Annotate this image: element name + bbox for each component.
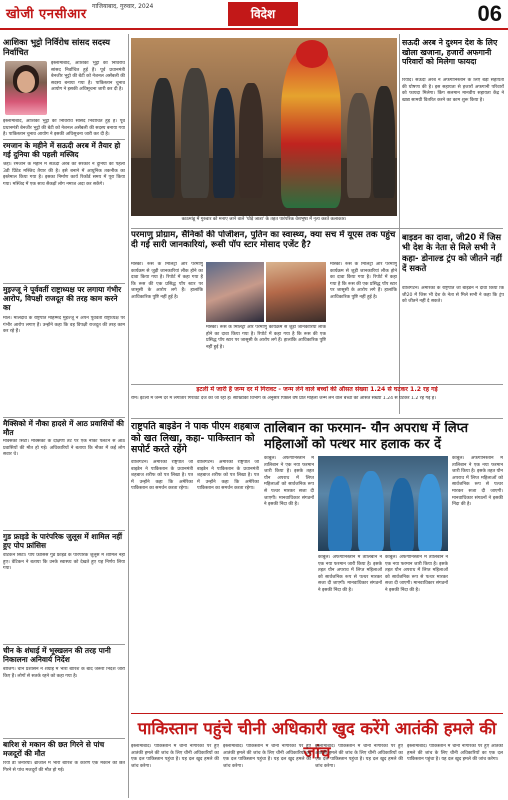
divider	[3, 283, 125, 284]
putin-body-col3: मास्को। रूस के मिलिट्री और परमाणु कार्यक्रम से जुड़ी जानकारियां लीक होने का दावा किया गया है। रिपोर्ट में कहा गया है कि रूस की एक प्रसिद्ध पॉप स्टार पर जासूसी के आरोप लगे हैं। हालांकि आधिकारिक पुष्टि नहीं हुई है।	[330, 262, 397, 300]
putin-photo	[206, 262, 264, 322]
divider	[131, 713, 503, 714]
page-number: 06	[477, 1, 502, 26]
column-divider	[399, 34, 400, 414]
photo-figure	[213, 88, 235, 198]
story6-body: बीजिंग। चीन प्रशासन ने शंघाई में भारी बारिश के बाद जरूरी निर्देश जारी किए हैं। लोगों से सतर्क रहने को कहा गया है।	[3, 667, 125, 679]
divider	[3, 417, 125, 418]
story7-body: रियो डी जेनेरियो। ब्राजील में भारी बारिश के कारण एक मकान की छत गिरने से पांच मजदूरों की मौत हो गई।	[3, 761, 125, 773]
burqa-figure	[328, 476, 352, 551]
story5-headline: गुड फ्राइडे के पारंपरिक जुलूस में शामिल नहीं हुए पोप फ्रांसिस	[3, 532, 123, 550]
masked-dancer	[281, 48, 341, 208]
date-line: गाजियाबाद, गुरुवार, 2024	[92, 3, 154, 10]
china-body-col2: इस्लामाबाद। पाकिस्तान में चीनी नागरिकों पर हुए आतंकी हमले की जांच के लिए चीनी अधिकारियों का एक दल पाकिस्तान पहुंचा है। यह दल खुद हमले की जांच करेगा।	[223, 744, 311, 769]
putin-headline: परमाणु प्रोग्राम, सैनिकों की पोजीशन, पुतिन का स्वास्थ्य, क्या सच में यूएस तक पहुंच दी गई सारी जानकारियां, रूसी पॉप स्टार मोसाद एजेंट है?	[131, 230, 396, 251]
divider	[3, 530, 125, 531]
taliban-body-col2: काबुल। अफगानिस्तान में तालिबान ने एक नया फरमान जारी किया है। इसके तहत यौन अपराध में लिप्त महिलाओं को सार्वजनिक रूप से पत्थर मारकर सजा दी जाएगी। मानवाधिकार संगठनों ने इसकी निंदा की है।	[318, 555, 382, 593]
photo-figure	[373, 86, 395, 198]
newspaper-brand: खोजी एनसीआर	[6, 7, 87, 22]
taliban-body-col1: काबुल। अफगानिस्तान में तालिबान ने एक नया फरमान जारी किया है। इसके तहत यौन अपराध में लिप्त महिलाओं को सार्वजनिक रूप से पत्थर मारकर सजा दी जाएगी। मानवाधिकार संगठनों ने इसकी निंदा की है।	[264, 456, 314, 508]
photo-figure	[239, 83, 263, 198]
story2-body: जेद्दा। रमजान के महीने में सऊदी अरब की सरकार ने दुनिया की पहली 3डी प्रिंटेड मस्जिद तैयार की है। इसे बनाने में आधुनिक तकनीक का इस्तेमाल किया गया है। इसका निर्माण कार्य रिकॉर्ड समय में पूरा किया गया। मस्जिद में एक साथ सैकड़ों लोग नमाज अदा कर सकेंगे।	[3, 162, 125, 187]
divider	[131, 384, 503, 385]
story6-headline: चीन के शंघाई में भूस्खलन की तरह पानी निकालना अनिवार्य निर्देश	[3, 646, 111, 664]
divider	[3, 738, 125, 739]
saudi-body: रियाद। सऊदी अरब ने अफगानिस्तान के लिए बड़ी सहायता की घोषणा की है। इस सहायता से हजारों अफगानी परिवारों को फायदा मिलेगा। किंग सलमान मानवीय सहायता केंद्र ने खाद्य सामग्री वितरित करने का काम शुरू किया है।	[402, 78, 504, 103]
burqa-figure	[418, 474, 442, 551]
story2-headline: रमजान के महीने में सऊदी अरब में तैयार हो गई दुनिया की पहली मस्जिद	[3, 141, 121, 159]
italy-headline: इटली में जारी है जन्म दर में गिरावट - जन्म लेने वाले बच्चों की औसत संख्या 1.24 से घटकर 1.2 रह गई	[196, 386, 438, 393]
portrait-face	[17, 71, 35, 93]
dancer-mask	[296, 40, 328, 68]
story1-body-cont: इस्लामाबाद, आशिका भुट्टो की निर्विरोध सांसद निर्वाचित हुई हैं। पूर्व प्रधानमंत्री बेनजीर भुट्टो की बेटी को नेशनल असेंबली की सदस्य बनाया गया है। पाकिस्तान चुनाव आयोग ने इसकी अधिसूचना जारी कर दी है।	[3, 119, 125, 137]
biden-body: वॉशिंगटन। अमेरिका के राष्ट्रपति जो बाइडन ने दावा किया कि जी20 में जिस भी देश के नेता से मिले सभी ने कहा कि ट्रंप को जीतने नहीं दे सकते।	[402, 286, 504, 305]
biden-headline: बाइडन का दावा, जी20 में जिस भी देश के नेता से मिले सभी ने कहा- डोनाल्ड ट्रंप को जीतने नहीं दें सकते	[402, 232, 502, 274]
story5-body: वेटिकन सिटी। पोप फ्रांसिस गुड फ्राइडे के पारंपरिक जुलूस में शामिल नहीं हुए। वेटिकन ने बताया कि उनके स्वास्थ्य को देखते हुए यह निर्णय लिया गया।	[3, 553, 125, 572]
divider	[131, 228, 503, 229]
story4-headline: मैक्सिको में नौका हादसे में आठ प्रवासियों की मौत	[3, 419, 124, 437]
portrait-photo	[5, 61, 47, 115]
masthead	[0, 0, 508, 30]
story1-headline-b: सांसद सदस्य निर्वाचित	[3, 37, 110, 57]
photo-figure	[181, 68, 209, 198]
story1-headline-a: आशिका भुट्टो निर्विरोध	[3, 37, 69, 47]
column-divider	[128, 34, 129, 798]
photo-figure	[347, 93, 371, 198]
festival-photo	[131, 38, 397, 216]
putin-body-col1: मास्को। रूस के मिलिट्री और परमाणु कार्यक्रम से जुड़ी जानकारियां लीक होने का दावा किया गया है। रिपोर्ट में कहा गया है कि रूस की एक प्रसिद्ध पॉप स्टार पर जासूसी के आरोप लगे हैं। हालांकि आधिकारिक पुष्टि नहीं हुई है।	[131, 262, 203, 300]
story1-headline	[3, 37, 125, 57]
taliban-headline: तालिबान का फरमान- यौन अपराध में लिप्त महिलाओं को पत्थर मार हलाक कर दें	[264, 421, 469, 452]
section-title: विदेश	[228, 2, 298, 26]
photo-caption: काठमांडू में गुरुवार को मनाए जाने वाले 'घोड़े जात्रा' के तहत पारंपरिक वेशभूषा में नृत्य करते कलाकार।	[181, 217, 347, 222]
putin-body-col2: मास्को। रूस के मिलिट्री और परमाणु कार्यक्रम से जुड़ी जानकारियां लीक होने का दावा किया गया है। रिपोर्ट में कहा गया है कि रूस की एक प्रसिद्ध पॉप स्टार पर जासूसी के आरोप लगे हैं। हालांकि आधिकारिक पुष्टि नहीं हुई है।	[206, 325, 326, 350]
story3-body: माले। मालदीव के राष्ट्रपति मोहम्मद मुइज्जू ने अपने पूर्ववर्ती राष्ट्राध्यक्ष पर गंभीर आरोप लगाए हैं। उन्होंने कहा कि वह विपक्षी राजदूत की तरह काम कर रहे हैं।	[3, 316, 125, 335]
china-body-col4: इस्लामाबाद। पाकिस्तान में चीनी नागरिकों पर हुए आतंकी हमले की जांच के लिए चीनी अधिकारियों का एक दल पाकिस्तान पहुंचा है। यह दल खुद हमले की जांच करेगा।	[407, 744, 503, 763]
divider	[3, 644, 125, 645]
story4-body: मैक्सिको सिटी। मैक्सिको के दक्षिणी तट पर एक नौका पलटने से आठ प्रवासियों की मौत हो गई। अधिकारियों ने बताया कि नौका में कई लोग सवार थे।	[3, 439, 125, 458]
sharif-headline: राष्ट्रपति बाइडेन ने पाक पीएम शहबाज को खत लिखा, कहा- पाकिस्तान को सपोर्ट करते रहेंगे	[131, 421, 260, 456]
china-body-col3: इस्लामाबाद। पाकिस्तान में चीनी नागरिकों पर हुए आतंकी हमले की जांच के लिए चीनी अधिकारियों का एक दल पाकिस्तान पहुंचा है। यह दल खुद हमले की जांच करेगा।	[315, 744, 403, 769]
taliban-body-col3: काबुल। अफगानिस्तान में तालिबान ने एक नया फरमान जारी किया है। इसके तहत यौन अपराध में लिप्त महिलाओं को सार्वजनिक रूप से पत्थर मारकर सजा दी जाएगी। मानवाधिकार संगठनों ने इसकी निंदा की है।	[385, 555, 448, 593]
sharif-body-col1: वॉशिंगटन। अमेरिकी राष्ट्रपति जो बाइडेन ने पाकिस्तान के प्रधानमंत्री शहबाज शरीफ को पत्र लिखा है। पत्र में उन्होंने कहा कि अमेरिका पाकिस्तान का समर्थन करता रहेगा।	[131, 460, 193, 492]
photo-figure	[151, 78, 175, 198]
china-body-col1: इस्लामाबाद। पाकिस्तान में चीनी नागरिकों पर हुए आतंकी हमले की जांच के लिए चीनी अधिकारियों का एक दल पाकिस्तान पहुंचा है। यह दल खुद हमले की जांच करेगा।	[131, 744, 219, 769]
burqa-figure	[390, 478, 414, 551]
story7-headline: बारिश से मकान की छत गिरने से पांच मजदूरों की मौत	[3, 740, 105, 758]
story3-headline: मुइज्जू ने पूर्ववर्ती राष्ट्राध्यक्ष पर लगाया गंभीर आरोप, विपक्षी राजदूत की तरह काम करने का	[3, 285, 122, 312]
burqa-figure	[358, 471, 384, 551]
left-column	[3, 33, 127, 800]
popstar-photo	[266, 262, 326, 322]
sharif-body-col2: वॉशिंगटन। अमेरिकी राष्ट्रपति जो बाइडेन ने पाकिस्तान के प्रधानमंत्री शहबाज शरीफ को पत्र लिखा है। पत्र में उन्होंने कहा कि अमेरिका पाकिस्तान का समर्थन करता रहेगा।	[197, 460, 259, 492]
italy-body: रोम। इटली में जन्म दर में लगातार गिरावट दर्ज की जा रही है। सांख्यिकी विभाग के अनुसार पिछले वर्ष प्रति महिला जन्म लेने वाले बच्चों की औसत संख्या 1.24 से घटकर 1.2 रह गई है।	[131, 396, 436, 401]
taliban-body-col4: काबुल। अफगानिस्तान में तालिबान ने एक नया फरमान जारी किया है। इसके तहत यौन अपराध में लिप्त महिलाओं को सार्वजनिक रूप से पत्थर मारकर सजा दी जाएगी। मानवाधिकार संगठनों ने इसकी निंदा की है।	[452, 456, 503, 508]
saudi-headline: सऊदी अरब ने दुश्मन देश के लिए खोला खजाना, हजारों अफगानी परिवारों को मिलेगा फायदा	[402, 38, 498, 67]
taliban-photo	[318, 456, 448, 551]
divider	[131, 418, 503, 419]
story1-body: इस्लामाबाद, आशिका भुट्टो की निर्विरोध सांसद निर्वाचित हुई हैं। पूर्व प्रधानमंत्री बेनजीर भुट्टो की बेटी को नेशनल असेंबली की सदस्य बनाया गया है। पाकिस्तान चुनाव आयोग ने इसकी अधिसूचना जारी कर दी है।	[51, 61, 125, 93]
divider	[3, 139, 125, 140]
china-headline: पाकिस्तान पहुंचे चीनी अधिकारी खुद करेंगे आतंकी हमले की जांच	[137, 719, 497, 762]
